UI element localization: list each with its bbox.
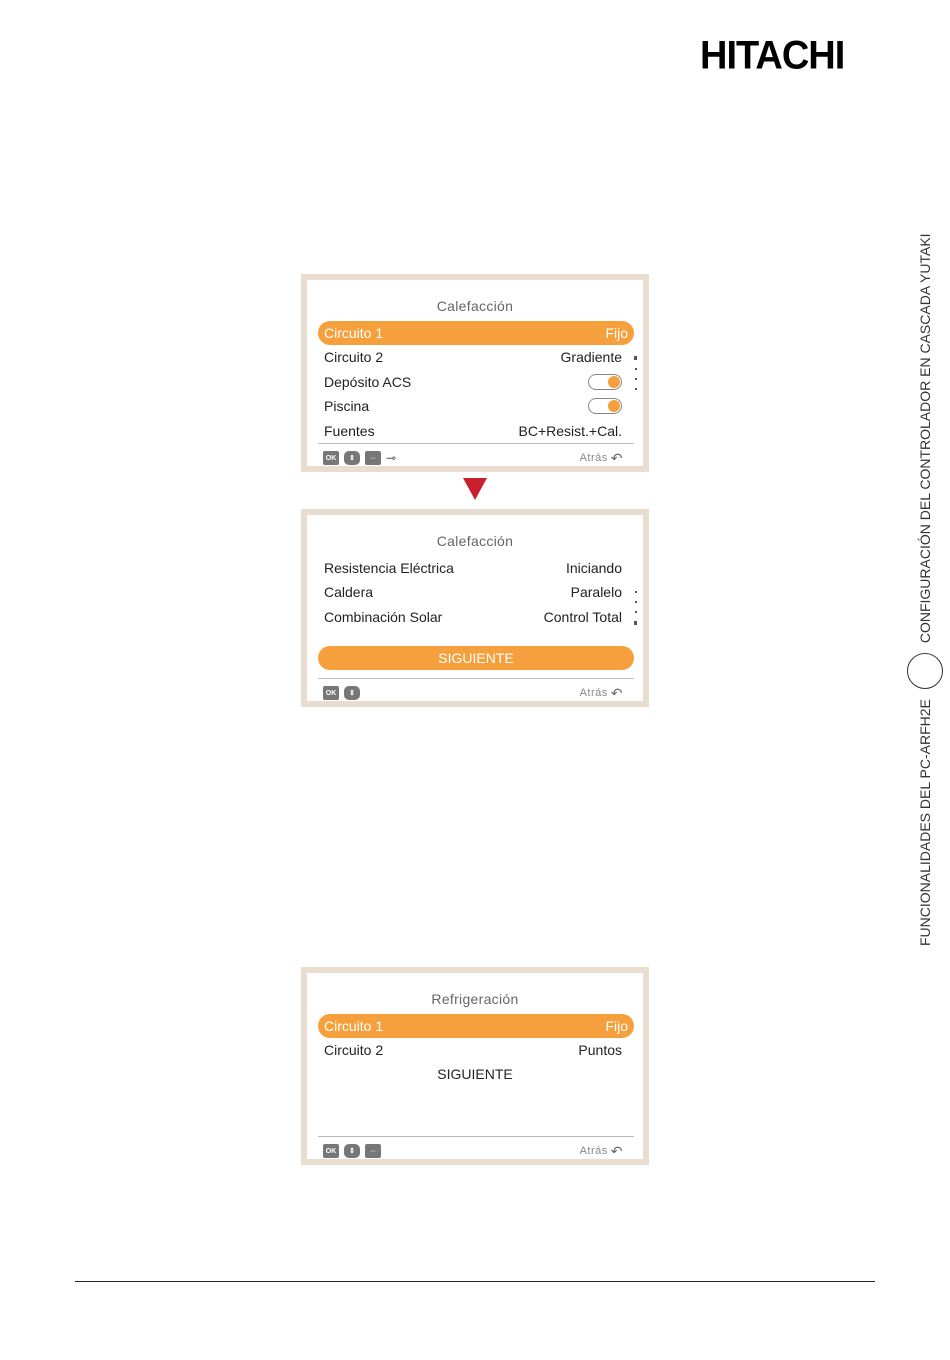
footer-divider xyxy=(318,1136,634,1137)
row-solar[interactable]: Combinación Solar Control Total xyxy=(324,609,622,625)
down-arrow-icon xyxy=(463,478,487,500)
row-sources[interactable]: Fuentes BC+Resist.+Cal. xyxy=(324,423,622,439)
screen-title: Calefacción xyxy=(436,533,514,549)
side-title-left: FUNCIONALIDADES DEL PC-ARFH2E xyxy=(917,699,933,946)
back-arrow-icon: ↶ xyxy=(610,449,623,466)
screen-cooling xyxy=(301,967,649,1165)
left-right-icon[interactable]: ⇔ xyxy=(365,451,381,465)
back-arrow-icon: ↶ xyxy=(610,1142,623,1159)
bottom-rule xyxy=(75,1281,875,1282)
row-boiler[interactable]: Caldera Paralelo xyxy=(324,584,622,600)
footer-divider xyxy=(318,443,634,444)
screen-title: Calefacción xyxy=(436,298,514,314)
up-down-icon[interactable]: ⇕ xyxy=(344,451,360,465)
scroll-indicator xyxy=(634,591,638,633)
scroll-indicator xyxy=(634,356,638,398)
pool-toggle[interactable] xyxy=(588,398,622,414)
row-circuit-2[interactable]: Circuito 2 Gradiente xyxy=(324,349,622,365)
ok-icon[interactable]: OK xyxy=(323,451,339,465)
ok-icon[interactable]: OK xyxy=(323,1144,339,1158)
footer-divider xyxy=(318,678,634,679)
row-circuit-2[interactable]: Circuito 2 Puntos xyxy=(324,1042,622,1058)
up-down-icon[interactable]: ⇕ xyxy=(344,1144,360,1158)
screen-footer xyxy=(323,450,623,466)
side-title-right: CONFIGURACIÓN DEL CONTROLADOR EN CASCADA YUTAKI xyxy=(917,233,933,644)
left-right-icon[interactable]: ⇔ xyxy=(365,1144,381,1158)
screen-title: Refrigeración xyxy=(431,991,519,1007)
back-arrow-icon: ↶ xyxy=(610,684,623,701)
screen-footer xyxy=(323,685,623,701)
row-circuit-1[interactable]: Circuito 1 Fijo xyxy=(318,1014,634,1038)
dhw-toggle[interactable] xyxy=(588,374,622,390)
side-header xyxy=(912,233,938,946)
row-dhw-tank[interactable]: Depósito ACS xyxy=(318,370,628,394)
wrench-icon[interactable]: ⊸ xyxy=(386,451,397,465)
back-button[interactable]: Atrás ↶ xyxy=(579,1142,623,1159)
next-button[interactable]: SIGUIENTE xyxy=(318,646,634,670)
ok-icon[interactable]: OK xyxy=(323,686,339,700)
screen-heating-2 xyxy=(301,509,649,707)
screen-footer xyxy=(323,1143,623,1159)
chapter-circle-icon xyxy=(907,653,943,689)
back-button[interactable]: Atrás ↶ xyxy=(579,684,623,701)
row-circuit-1[interactable]: Circuito 1 Fijo xyxy=(318,321,634,345)
row-electric-heater[interactable]: Resistencia Eléctrica Iniciando xyxy=(324,560,622,576)
up-down-icon[interactable]: ⇕ xyxy=(344,686,360,700)
screen-heating-1 xyxy=(301,274,649,472)
next-link[interactable]: SIGUIENTE xyxy=(437,1066,513,1082)
back-button[interactable]: Atrás ↶ xyxy=(579,449,623,466)
hitachi-logo: HITACHI xyxy=(700,33,845,79)
row-pool[interactable]: Piscina xyxy=(318,394,628,418)
